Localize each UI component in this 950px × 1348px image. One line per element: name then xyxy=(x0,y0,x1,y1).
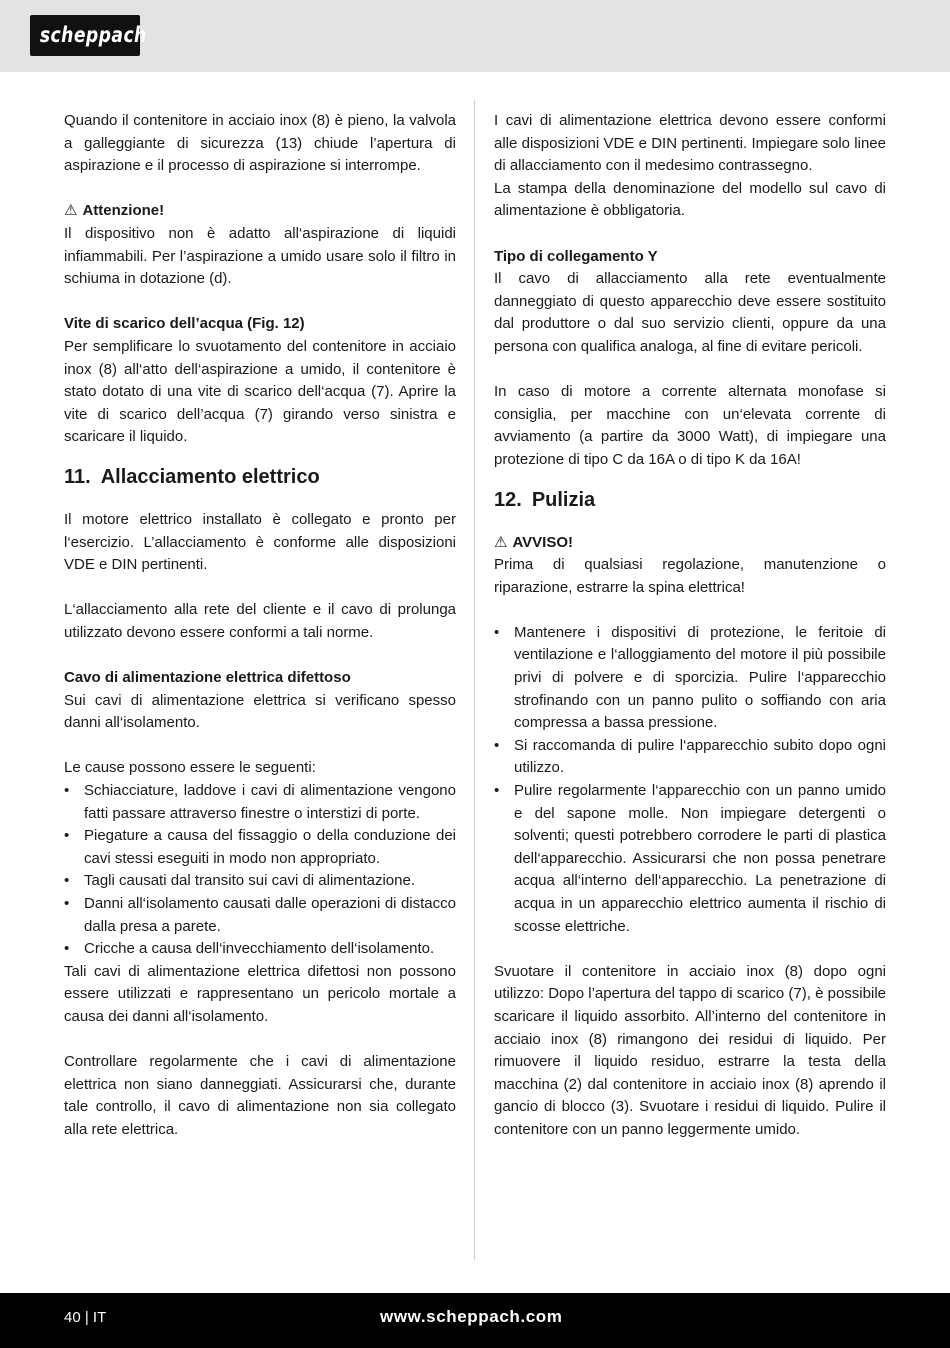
electrical-paragraph-1: Il motore elettrico installato è collegato e pronto per l‘esercizio. L’allacciamento è conforme alle disposizioni VDE e DIN pertinenti. xyxy=(64,510,456,574)
website-url: www.scheppach.com xyxy=(380,1307,563,1326)
warning-text: Il dispositivo non è adatto all‘aspirazione di liquidi infiammabili. Per l’aspirazione a umido usare solo il filtro in schiuma in dotazione (d). xyxy=(64,224,456,288)
right-column xyxy=(494,110,886,1142)
bullet-icon: • xyxy=(64,940,70,958)
warning-triangle-icon: ⚠ xyxy=(64,202,78,220)
bullet-icon: • xyxy=(494,736,500,754)
section-title: Allacciamento elettrico xyxy=(100,465,320,488)
warning-triangle-icon: ⚠ xyxy=(494,533,508,551)
cleaning-list xyxy=(494,622,886,938)
model-print-paragraph: La stampa della denominazione del modello sul cavo di alimentazione è obbligatoria. xyxy=(494,179,886,220)
list-item: • Tagli causati dal transito sui cavi di alimentazione. xyxy=(64,870,456,893)
column-divider xyxy=(474,100,475,1260)
causes-intro: Le cause possono essere le seguenti: xyxy=(64,759,316,777)
section-heading-cleaning xyxy=(494,486,886,514)
section-title: Pulizia xyxy=(531,488,596,511)
section-number: 11. xyxy=(64,465,91,488)
list-item: • Piegature a causa del fissaggio o della conduzione dei cavi stessi eseguiti in modo non appropriato. xyxy=(64,827,456,867)
drain-text: Per semplificare lo svuotamento del contenitore in acciaio inox (8) all‘atto dell‘aspirazione a umido, il contenitore è stato dotato di una vite di scarico dell‘acqua (7). Aprire la vite di scarico dell’acqua (7) girando verso sinistra e scaricare il liquido. xyxy=(64,337,456,446)
brand-logo-text: scheppach xyxy=(39,23,147,47)
paragraph-float-valve: Quando il contenitore in acciaio inox (8) è pieno, la valvola a galleggiante di sicurezza (13) chiude l’apertura di aspirazione e il processo di aspirazione si interrompe. xyxy=(64,112,456,175)
warning-heading xyxy=(64,200,456,223)
list-item: • Pulire regolarmente l‘apparecchio con un panno umido e del sapone molle. Non impiegare detergenti o solventi; questi potrebbero corrodere le parti di plastica dell‘apparecchio. Assicurarsi che non possa penetrare acqua all‘interno dell‘apparecchio. La penetrazione di acqua in un apparecchio elettrico aumenta il rischio di scosse elettriche. xyxy=(494,782,886,935)
warning-title: Attenzione! xyxy=(82,202,165,220)
connection-type-heading: Tipo di collegamento Y xyxy=(494,247,658,265)
list-item: • Si raccomanda di pulire l‘apparecchio subito dopo ogni utilizzo. xyxy=(494,736,886,777)
bullet-icon: • xyxy=(494,623,500,641)
causes-conclusion: Tali cavi di alimentazione elettrica difettosi non possono essere utilizzati e rappresentano un pericolo mortale a causa dei danni all‘isolamento. xyxy=(64,962,456,1025)
causes-list xyxy=(64,780,456,961)
notice-text: Prima di qualsiasi regolazione, manutenzione o riparazione, estrarre la spina elettrica! xyxy=(494,556,886,596)
footer-bar xyxy=(0,1293,950,1348)
cable-compliance-paragraph: I cavi di alimentazione elettrica devono essere conformi alle disposizioni VDE e DIN pertinenti. Impiegare solo linee di allacciamento con il medesimo contrassegno. xyxy=(494,112,886,175)
list-item: • Cricche a causa dell‘invecchiamento dell‘isolamento. xyxy=(64,938,456,961)
notice-heading xyxy=(494,532,886,555)
list-item: • Danni all‘isolamento causati dalle operazioni di distacco dalla presa a parete. xyxy=(64,895,456,935)
bullet-icon: • xyxy=(64,872,70,890)
notice-title: AVVISO! xyxy=(512,533,574,551)
cable-heading: Cavo di alimentazione elettrica difettoso xyxy=(64,669,351,687)
connection-type-text: Il cavo di allacciamento alla rete eventualmente danneggiato di questo apparecchio deve essere sostituito dal produttore o dal suo servizio clienti, oppure da una persona con qualifica analoga, al fine di evitare pericoli. xyxy=(494,270,886,355)
empty-container-paragraph: Svuotare il contenitore in acciaio inox (8) dopo ogni utilizzo: Dopo l’apertura del tappo di scarico (7), è possibile scaricare il liquido assorbito. All’interno del contenitore in acciaio inox (8) rimangono dei residui di liquido. Per rimuovere il liquido residuo, estrarre la testa della macchina (2) dal contenitore in acciaio inox (8) aprendo il gancio di blocco (3). Svuotare i residui di liquido. Pulire il contenitore con un panno leggermente umido. xyxy=(494,962,886,1138)
section-number: 12. xyxy=(494,488,522,511)
page-number: 40 | IT xyxy=(64,1309,107,1326)
bullet-icon: • xyxy=(494,782,500,800)
header-bar xyxy=(0,0,950,72)
section-heading-electrical xyxy=(64,463,456,491)
bullet-icon: • xyxy=(64,782,70,800)
list-item: • Mantenere i dispositivi di protezione, le feritoie di ventilazione e l‘alloggiamento del motore il più possibile privi di polvere e di sporcizia. Pulire l‘apparecchio strofinando con un panno pulito o soffiando con aria compressa a bassa pressione. xyxy=(494,623,886,732)
list-item: • Schiacciature, laddove i cavi di alimentazione vengono fatti passare attraverso finestre o interstizi di porte. xyxy=(64,782,456,822)
electrical-paragraph-2: L‘allacciamento alla rete del cliente e il cavo di prolunga utilizzato devono essere conformi a tali norme. xyxy=(64,601,456,641)
left-column xyxy=(64,110,456,1142)
motor-protection-paragraph: In caso di motore a corrente alternata monofase si consiglia, per macchine con un‘elevata corrente di avviamento (a partire da 3000 Watt), di impiegare una protezione di tipo C da 16A o di tipo K da 16A! xyxy=(494,383,886,468)
check-paragraph: Controllare regolarmente che i cavi di alimentazione elettrica non siano danneggiati. Assicurarsi che, durante tale controllo, il cavo di alimentazione non sia collegato alla rete elettrica. xyxy=(64,1053,456,1138)
drain-heading: Vite di scarico dell’acqua (Fig. 12) xyxy=(64,315,305,333)
cable-text: Sui cavi di alimentazione elettrica si verificano spesso danni all‘isolamento. xyxy=(64,691,456,732)
brand-logo xyxy=(30,15,147,56)
bullet-icon: • xyxy=(64,827,70,845)
bullet-icon: • xyxy=(64,895,70,912)
